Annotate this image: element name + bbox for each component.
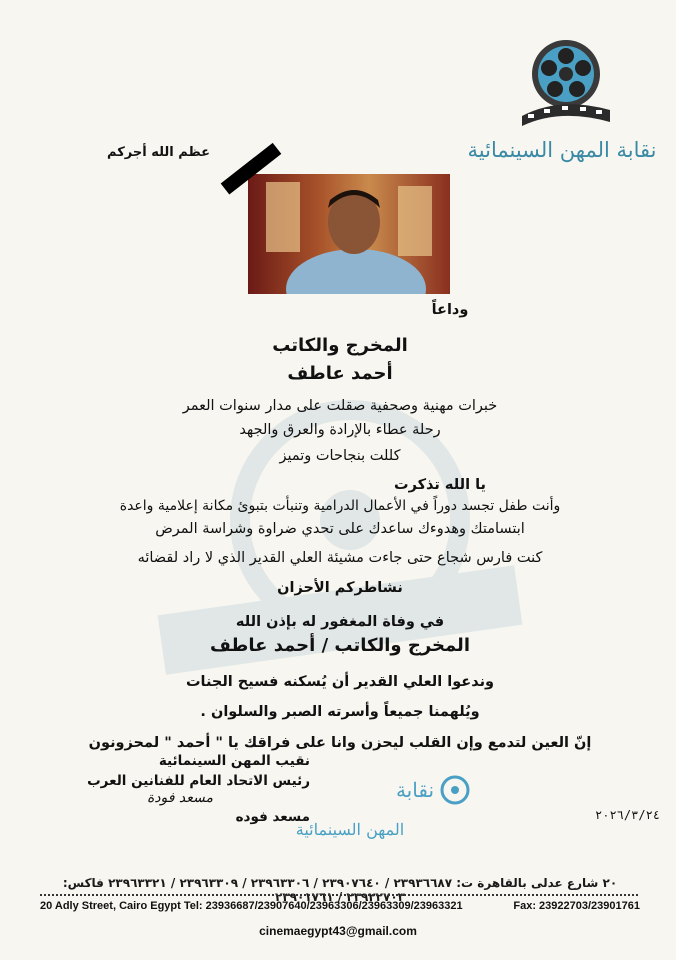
footer-address-arabic: ٢٠ شارع عدلى بالقاهرة ت: ٢٣٩٣٦٦٨٧ / ٢٣٩٠٧٦٤٠ / ٢٣٩٦٣٣٠٦ / ٢٣٩٦٣٣٠٩ / ٢٣٩٦٣٣٢١ فاكس: ٢٣٩٢٢٧٠٣ / ٢٣٩٠١٧٦١ — [62, 876, 618, 904]
deceased-full-title: المخرج والكاتب / أحمد عاطف — [210, 635, 470, 656]
union-stamp — [290, 765, 480, 845]
death-announcement: في وفاة المغفور له بإذن الله — [235, 614, 445, 630]
signatory-name: مسعد فوده — [235, 809, 310, 825]
deceased-photo — [248, 174, 450, 294]
paragraph-line: وأنت طفل تجسد دوراً في الأعمال الدرامية وتنبأت بتبوئ مكانة إعلامية واعدة — [119, 498, 561, 514]
prayer-line: ويُلهمنا جميعاً وأسرته الصبر والسلوان . — [200, 704, 480, 720]
role-title: المخرج والكاتب — [272, 335, 408, 356]
film-reel-icon — [520, 34, 612, 126]
document-date: ٢٠٢٦/٣/٢٤ — [595, 808, 661, 822]
prayer-line: وندعوا العلي القدير أن يُسكنه فسيح الجنات — [185, 674, 495, 690]
paragraph-line: خبرات مهنية وصحفية صقلت على مدار سنوات العمر — [182, 398, 498, 414]
paragraph-line: كللت بنجاحات وتميز — [279, 448, 401, 464]
deceased-name: أحمد عاطف — [287, 363, 393, 384]
handwritten-signature: مسعد فودة — [146, 790, 214, 806]
condolence-heading: عظم الله أجركم — [107, 145, 210, 160]
footer-address: 20 Adly Street, Cairo Egypt Tel: 23936687/23907640/23963306/23963309/23963321 — [40, 900, 463, 912]
paragraph-line: كنت فارس شجاع حتى جاءت مشيئة العلي القدير الذي لا راد لقضائه — [137, 550, 543, 566]
paragraph-line: ابتسامتك وهدوءك ساعدك على تحدي ضراوة وشراسة المرض — [155, 521, 525, 537]
remember-heading: يا الله تذكرت — [394, 477, 486, 493]
svg-text:المهن السينمائية: المهن السينمائية — [295, 820, 405, 839]
signature-title: نقيب المهن السينمائية — [158, 753, 310, 769]
paragraph-line: رحلة عطاء بالإرادة والعرق والجهد — [239, 422, 441, 438]
quote-line: إنّ العين لتدمع وإن القلب ليحزن وانا على فراقك يا " أحمد " لمحزونون — [88, 735, 592, 751]
svg-text:نقابة: نقابة — [395, 778, 435, 802]
footer-address-english — [40, 900, 640, 912]
farewell-text: وداعاً — [431, 302, 469, 318]
signature-title: رئيس الاتحاد العام للفنانين العرب — [87, 773, 310, 789]
union-logo-text: نقابة المهن السينمائية — [467, 138, 657, 162]
share-sorrow-text: نشاطركم الأحزان — [277, 580, 403, 596]
footer-email[interactable]: cinemaegypt43@gmail.com — [259, 924, 417, 938]
footer-divider — [40, 894, 638, 896]
footer-fax: Fax: 23922703/23901761 — [513, 900, 640, 912]
